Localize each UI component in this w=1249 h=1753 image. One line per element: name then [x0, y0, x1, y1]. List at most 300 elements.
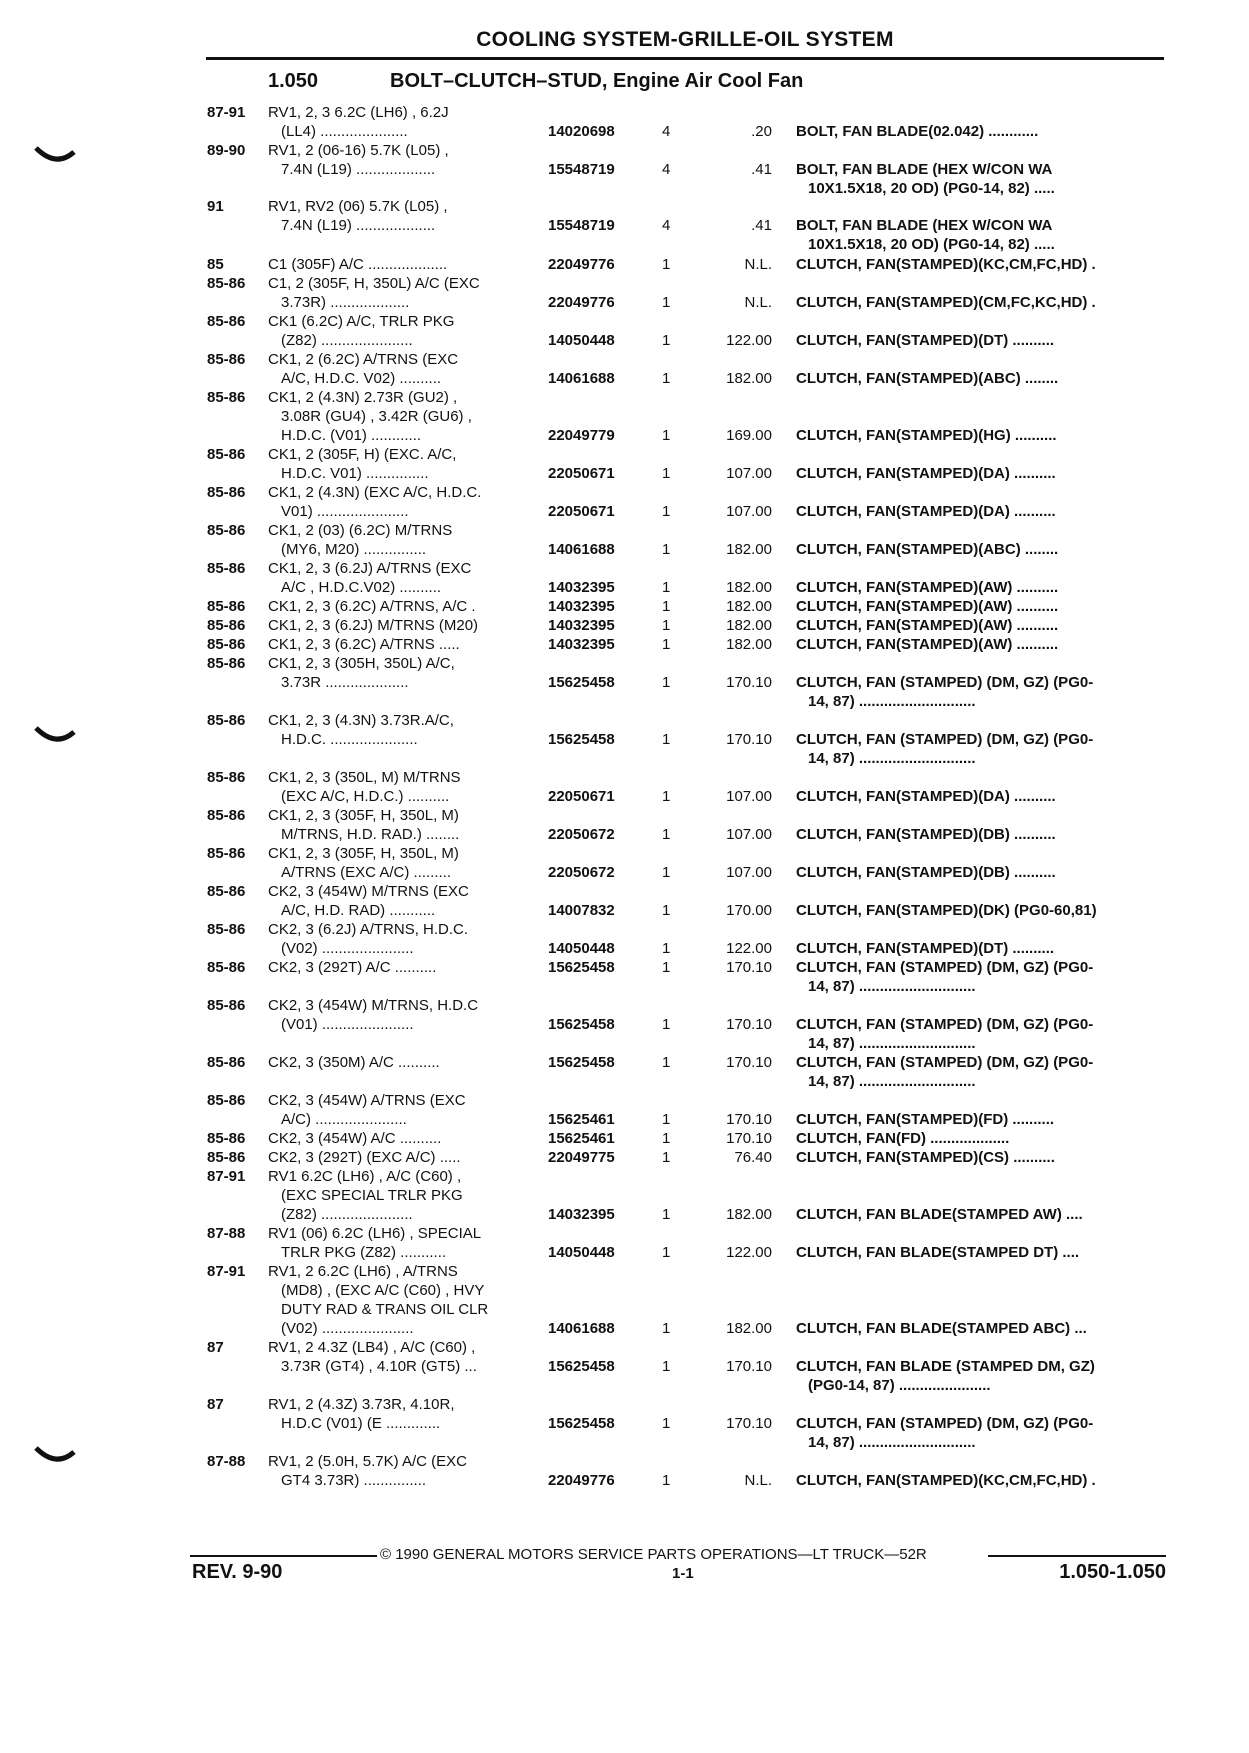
application-cell: [268, 711, 538, 749]
price: N.L.: [744, 294, 772, 311]
model-year: 87: [207, 1339, 224, 1356]
application-line: CK1, 2, 3 (6.2C) A/TRNS .....: [268, 636, 460, 653]
price: 122.00: [726, 332, 772, 349]
section-title: BOLT–CLUTCH–STUD, Engine Air Cool Fan: [390, 70, 804, 92]
application-cell: [268, 996, 538, 1034]
description-line: CLUTCH, FAN(STAMPED)(CS) ..........: [796, 1149, 1055, 1166]
part-number: 15625458: [548, 731, 615, 748]
description-cell: [796, 255, 1166, 274]
price: 182.00: [726, 1320, 772, 1337]
application-cell: [268, 768, 538, 806]
description-line: CLUTCH, FAN (STAMPED) (DM, GZ) (PG0-: [796, 959, 1094, 976]
quantity: 1: [662, 294, 671, 311]
model-year: 85-86: [207, 959, 246, 976]
description-line: CLUTCH, FAN(STAMPED)(DK) (PG0-60,81): [796, 902, 1097, 919]
description-line: 10X1.5X18, 20 OD) (PG0-14, 82) .....: [808, 180, 1055, 197]
application-line: M/TRNS, H.D. RAD.) ........: [281, 826, 460, 843]
quantity: 1: [662, 636, 671, 653]
application-line: CK1, 2 (03) (6.2C) M/TRNS: [268, 522, 453, 539]
application-line: (Z82) ......................: [281, 332, 413, 349]
description-line: CLUTCH, FAN(STAMPED)(AW) ..........: [796, 598, 1059, 615]
description-line: BOLT, FAN BLADE (HEX W/CON WA: [796, 161, 1053, 178]
quantity: 1: [662, 826, 671, 843]
model-year: 85-86: [207, 389, 246, 406]
quantity: 1: [662, 579, 671, 596]
application-line: CK2, 3 (6.2J) A/TRNS, H.D.C.: [268, 921, 469, 938]
description-cell: [796, 730, 1166, 768]
application-line: 3.73R (GT4) , 4.10R (GT5) ...: [281, 1358, 477, 1375]
part-number: 14032395: [548, 636, 615, 653]
model-year: 87-91: [207, 1168, 246, 1185]
model-year: 87: [207, 1396, 224, 1413]
quantity: 1: [662, 1415, 671, 1432]
application-line: CK1, 2, 3 (305H, 350L) A/C,: [268, 655, 455, 672]
quantity: 1: [662, 674, 671, 691]
quantity: 4: [662, 217, 671, 234]
description-line: CLUTCH, FAN(STAMPED)(FD) ..........: [796, 1111, 1055, 1128]
application-line: DUTY RAD & TRANS OIL CLR: [281, 1301, 489, 1318]
description-cell: [796, 369, 1166, 388]
price: 182.00: [726, 1206, 772, 1223]
description-cell: [796, 1243, 1166, 1262]
price: 107.00: [726, 788, 772, 805]
application-line: CK1, 2, 3 (305F, H, 350L, M): [268, 845, 459, 862]
description-line: 14, 87) ............................: [808, 978, 976, 995]
price: 170.10: [726, 731, 772, 748]
description-cell: [796, 1053, 1166, 1091]
application-line: CK1, 2, 3 (6.2J) A/TRNS (EXC: [268, 560, 472, 577]
application-cell: [268, 445, 538, 483]
application-line: H.D.C (V01) (E .............: [281, 1415, 441, 1432]
model-year: 85-86: [207, 883, 246, 900]
model-year: 85-86: [207, 313, 246, 330]
application-cell: [268, 388, 538, 445]
description-line: BOLT, FAN BLADE (HEX W/CON WA: [796, 217, 1053, 234]
punch-hole-mark: [34, 726, 76, 746]
model-year: 85-86: [207, 1149, 246, 1166]
application-line: C1 (305F) A/C ...................: [268, 256, 448, 273]
punch-hole-mark: [34, 1446, 76, 1466]
application-cell: [268, 1452, 538, 1490]
description-line: CLUTCH, FAN BLADE(STAMPED AW) ....: [796, 1206, 1083, 1223]
model-year: 85-86: [207, 636, 246, 653]
model-year: 85-86: [207, 560, 246, 577]
part-number: 14032395: [548, 598, 615, 615]
description-line: CLUTCH, FAN (STAMPED) (DM, GZ) (PG0-: [796, 674, 1094, 691]
application-cell: [268, 806, 538, 844]
description-cell: [796, 1110, 1166, 1129]
description-line: CLUTCH, FAN BLADE(STAMPED DT) ....: [796, 1244, 1080, 1261]
description-cell: [796, 616, 1166, 635]
description-cell: [796, 787, 1166, 806]
application-cell: [268, 1148, 538, 1167]
price: 182.00: [726, 370, 772, 387]
quantity: 1: [662, 598, 671, 615]
application-cell: [268, 1224, 538, 1262]
model-year: 87-88: [207, 1225, 246, 1242]
model-year: 85-86: [207, 1092, 246, 1109]
section-range: 1.050-1.050: [1059, 1561, 1166, 1583]
application-cell: [268, 1262, 538, 1338]
part-number: 15625458: [548, 1054, 615, 1071]
application-line: CK1, 2 (6.2C) A/TRNS (EXC: [268, 351, 459, 368]
application-cell: [268, 559, 538, 597]
part-number: 15548719: [548, 217, 615, 234]
part-number: 22050672: [548, 826, 615, 843]
description-line: 10X1.5X18, 20 OD) (PG0-14, 82) .....: [808, 236, 1055, 253]
model-year: 85-86: [207, 807, 246, 824]
description-line: 14, 87) ............................: [808, 1035, 976, 1052]
application-line: H.D.C. (V01) ............: [281, 427, 422, 444]
part-number: 22050672: [548, 864, 615, 881]
application-line: CK1, 2 (305F, H) (EXC. A/C,: [268, 446, 457, 463]
model-year: 91: [207, 198, 224, 215]
description-cell: [796, 464, 1166, 483]
application-line: RV1, 2 (06-16) 5.7K (L05) ,: [268, 142, 449, 159]
application-line: CK2, 3 (454W) A/C ..........: [268, 1130, 442, 1147]
application-line: CK2, 3 (350M) A/C ..........: [268, 1054, 440, 1071]
price: 182.00: [726, 636, 772, 653]
price: 107.00: [726, 503, 772, 520]
application-cell: [268, 882, 538, 920]
description-cell: [796, 939, 1166, 958]
application-line: GT4 3.73R) ...............: [281, 1472, 427, 1489]
quantity: 1: [662, 1358, 671, 1375]
quantity: 1: [662, 256, 671, 273]
application-line: CK2, 3 (454W) A/TRNS (EXC: [268, 1092, 466, 1109]
description-cell: [796, 1015, 1166, 1053]
application-line: CK1, 2, 3 (6.2J) M/TRNS (M20): [268, 617, 479, 634]
price: 182.00: [726, 598, 772, 615]
description-cell: [796, 426, 1166, 445]
price: 107.00: [726, 826, 772, 843]
application-line: CK1, 2, 3 (350L, M) M/TRNS: [268, 769, 461, 786]
price: N.L.: [744, 256, 772, 273]
footer-copyright: © 1990 GENERAL MOTORS SERVICE PARTS OPERATIONS—LT TRUCK—52R: [380, 1546, 927, 1563]
description-line: CLUTCH, FAN (STAMPED) (DM, GZ) (PG0-: [796, 1054, 1094, 1071]
description-cell: [796, 1319, 1166, 1338]
price: 170.10: [726, 674, 772, 691]
application-cell: [268, 1091, 538, 1129]
application-line: CK1, 2, 3 (6.2C) A/TRNS, A/C .: [268, 598, 476, 615]
model-year: 85-86: [207, 275, 246, 292]
application-line: RV1, 2 (5.0H, 5.7K) A/C (EXC: [268, 1453, 467, 1470]
part-number: 15625458: [548, 1358, 615, 1375]
quantity: 1: [662, 1130, 671, 1147]
model-year: 85-86: [207, 769, 246, 786]
application-line: (EXC A/C, H.D.C.) ..........: [281, 788, 450, 805]
application-line: (MY6, M20) ...............: [281, 541, 427, 558]
application-line: A/C) ......................: [281, 1111, 407, 1128]
application-line: 7.4N (L19) ...................: [281, 161, 436, 178]
application-cell: [268, 312, 538, 350]
application-cell: [268, 616, 538, 635]
part-number: 22049775: [548, 1149, 615, 1166]
model-year: 85-86: [207, 655, 246, 672]
quantity: 1: [662, 788, 671, 805]
model-year: 85-86: [207, 1054, 246, 1071]
description-line: CLUTCH, FAN(STAMPED)(DT) ..........: [796, 940, 1055, 957]
application-line: A/C , H.D.C.V02) ..........: [281, 579, 442, 596]
application-cell: [268, 483, 538, 521]
model-year: 87-91: [207, 1263, 246, 1280]
part-number: 22050671: [548, 503, 615, 520]
model-year: 85-86: [207, 617, 246, 634]
application-line: (EXC SPECIAL TRLR PKG: [281, 1187, 463, 1204]
part-number: 15625461: [548, 1130, 615, 1147]
part-number: 22050671: [548, 788, 615, 805]
part-number: 14061688: [548, 370, 615, 387]
application-line: RV1, 2 (4.3Z) 3.73R, 4.10R,: [268, 1396, 455, 1413]
price: 107.00: [726, 864, 772, 881]
description-cell: [796, 863, 1166, 882]
application-line: (MD8) , (EXC A/C (C60) , HVY: [281, 1282, 485, 1299]
description-cell: [796, 1205, 1166, 1224]
application-line: RV1 (06) 6.2C (LH6) , SPECIAL: [268, 1225, 482, 1242]
description-cell: [796, 635, 1166, 654]
model-year: 85-86: [207, 484, 246, 501]
quantity: 1: [662, 1149, 671, 1166]
model-year: 89-90: [207, 142, 246, 159]
description-cell: [796, 825, 1166, 844]
description-line: CLUTCH, FAN (STAMPED) (DM, GZ) (PG0-: [796, 1415, 1094, 1432]
description-cell: [796, 901, 1166, 920]
part-number: 22050671: [548, 465, 615, 482]
description-line: 14, 87) ............................: [808, 750, 976, 767]
description-cell: [796, 502, 1166, 521]
application-cell: [268, 844, 538, 882]
price: 122.00: [726, 940, 772, 957]
part-number: 14032395: [548, 617, 615, 634]
description-cell: [796, 1129, 1166, 1148]
quantity: 1: [662, 1111, 671, 1128]
description-line: CLUTCH, FAN(STAMPED)(DB) ..........: [796, 826, 1056, 843]
header-rule: [206, 57, 1164, 60]
part-number: 22049776: [548, 1472, 615, 1489]
price: 170.10: [726, 1016, 772, 1033]
application-line: CK2, 3 (292T) A/C ..........: [268, 959, 437, 976]
description-line: CLUTCH, FAN(STAMPED)(HG) ..........: [796, 427, 1057, 444]
part-number: 14061688: [548, 1320, 615, 1337]
quantity: 1: [662, 864, 671, 881]
application-cell: [268, 1395, 538, 1433]
application-line: H.D.C. .....................: [281, 731, 418, 748]
application-line: CK1, 2 (4.3N) 2.73R (GU2) ,: [268, 389, 458, 406]
description-line: CLUTCH, FAN(STAMPED)(AW) ..........: [796, 636, 1059, 653]
quantity: 1: [662, 503, 671, 520]
price: 169.00: [726, 427, 772, 444]
application-line: A/TRNS (EXC A/C) .........: [281, 864, 452, 881]
price: 170.10: [726, 1130, 772, 1147]
application-cell: [268, 597, 538, 616]
part-number: 15625458: [548, 1415, 615, 1432]
description-cell: [796, 122, 1166, 141]
quantity: 1: [662, 1016, 671, 1033]
application-line: (V01) ......................: [281, 1016, 414, 1033]
quantity: 4: [662, 161, 671, 178]
description-line: CLUTCH, FAN (STAMPED) (DM, GZ) (PG0-: [796, 1016, 1094, 1033]
model-year: 85-86: [207, 712, 246, 729]
description-line: CLUTCH, FAN(STAMPED)(DA) ..........: [796, 788, 1056, 805]
application-line: RV1, 2, 3 6.2C (LH6) , 6.2J: [268, 104, 449, 121]
description-line: CLUTCH, FAN(STAMPED)(CM,FC,KC,HD) .: [796, 294, 1096, 311]
quantity: 1: [662, 617, 671, 634]
application-cell: [268, 350, 538, 388]
part-number: 22049776: [548, 256, 615, 273]
model-year: 85-86: [207, 997, 246, 1014]
application-line: RV1, 2 4.3Z (LB4) , A/C (C60) ,: [268, 1339, 476, 1356]
application-line: CK2, 3 (454W) M/TRNS (EXC: [268, 883, 469, 900]
description-line: CLUTCH, FAN(STAMPED)(DB) ..........: [796, 864, 1056, 881]
description-cell: [796, 1414, 1166, 1452]
application-line: (V02) ......................: [281, 940, 414, 957]
price: 182.00: [726, 541, 772, 558]
punch-hole-mark: [34, 146, 76, 166]
quantity: 4: [662, 123, 671, 140]
price: 170.00: [726, 902, 772, 919]
description-cell: [796, 540, 1166, 559]
description-line: CLUTCH, FAN(STAMPED)(AW) ..........: [796, 579, 1059, 596]
price: 182.00: [726, 617, 772, 634]
application-cell: [268, 103, 538, 141]
application-cell: [268, 521, 538, 559]
description-line: CLUTCH, FAN (STAMPED) (DM, GZ) (PG0-: [796, 731, 1094, 748]
part-number: 14007832: [548, 902, 615, 919]
description-cell: [796, 1357, 1166, 1395]
revision-label: REV. 9-90: [192, 1561, 283, 1583]
application-line: CK2, 3 (454W) M/TRNS, H.D.C: [268, 997, 479, 1014]
model-year: 85-86: [207, 845, 246, 862]
part-number: 14061688: [548, 541, 615, 558]
application-line: CK1, 2, 3 (305F, H, 350L, M): [268, 807, 459, 824]
quantity: 1: [662, 370, 671, 387]
description-line: (PG0-14, 87) ......................: [808, 1377, 991, 1394]
part-number: 15625458: [548, 1016, 615, 1033]
price: 170.10: [726, 1054, 772, 1071]
application-line: CK2, 3 (292T) (EXC A/C) .....: [268, 1149, 461, 1166]
application-cell: [268, 197, 538, 235]
price: 107.00: [726, 465, 772, 482]
price: .20: [751, 123, 772, 140]
application-cell: [268, 1129, 538, 1148]
price: 170.10: [726, 959, 772, 976]
description-line: CLUTCH, FAN(STAMPED)(DA) ..........: [796, 465, 1056, 482]
quantity: 1: [662, 1206, 671, 1223]
description-cell: [796, 293, 1166, 312]
application-line: CK1, 2 (4.3N) (EXC A/C, H.D.C.: [268, 484, 482, 501]
price: 122.00: [726, 1244, 772, 1261]
quantity: 1: [662, 541, 671, 558]
quantity: 1: [662, 1472, 671, 1489]
quantity: 1: [662, 940, 671, 957]
part-number: 15625461: [548, 1111, 615, 1128]
quantity: 1: [662, 959, 671, 976]
quantity: 1: [662, 902, 671, 919]
quantity: 1: [662, 427, 671, 444]
application-cell: [268, 255, 538, 274]
model-year: 85-86: [207, 598, 246, 615]
application-cell: [268, 958, 538, 977]
part-number: 14032395: [548, 1206, 615, 1223]
application-line: V01) ......................: [281, 503, 409, 520]
model-year: 85-86: [207, 522, 246, 539]
model-year: 87-91: [207, 104, 246, 121]
part-number: 15625458: [548, 959, 615, 976]
description-line: BOLT, FAN BLADE(02.042) ............: [796, 123, 1039, 140]
section-heading: [268, 70, 803, 93]
application-line: 7.4N (L19) ...................: [281, 217, 436, 234]
description-line: CLUTCH, FAN(STAMPED)(DT) ..........: [796, 332, 1055, 349]
description-cell: [796, 160, 1166, 198]
quantity: 1: [662, 1320, 671, 1337]
price: 170.10: [726, 1358, 772, 1375]
description-line: 14, 87) ............................: [808, 693, 976, 710]
description-cell: [796, 958, 1166, 996]
application-line: (V02) ......................: [281, 1320, 414, 1337]
description-line: CLUTCH, FAN(STAMPED)(KC,CM,FC,HD) .: [796, 1472, 1096, 1489]
application-cell: [268, 141, 538, 179]
description-line: CLUTCH, FAN(STAMPED)(ABC) ........: [796, 370, 1059, 387]
footer-rule-right: [988, 1555, 1166, 1557]
part-number: 22049779: [548, 427, 615, 444]
description-line: CLUTCH, FAN(STAMPED)(AW) ..........: [796, 617, 1059, 634]
price: 170.10: [726, 1415, 772, 1432]
price: 170.10: [726, 1111, 772, 1128]
application-cell: [268, 1338, 538, 1376]
quantity: 1: [662, 1244, 671, 1261]
description-cell: [796, 597, 1166, 616]
description-line: CLUTCH, FAN(FD) ...................: [796, 1130, 1010, 1147]
application-cell: [268, 920, 538, 958]
part-number: 14032395: [548, 579, 615, 596]
description-line: CLUTCH, FAN BLADE(STAMPED ABC) ...: [796, 1320, 1087, 1337]
application-line: C1, 2 (305F, H, 350L) A/C (EXC: [268, 275, 480, 292]
application-line: 3.08R (GU4) , 3.42R (GU6) ,: [281, 408, 472, 425]
application-line: CK1 (6.2C) A/C, TRLR PKG: [268, 313, 455, 330]
model-year: 85-86: [207, 351, 246, 368]
quantity: 1: [662, 731, 671, 748]
part-number: 15548719: [548, 161, 615, 178]
description-cell: [796, 673, 1166, 711]
price: 76.40: [734, 1149, 772, 1166]
application-cell: [268, 274, 538, 312]
application-line: A/C, H.D.C. V02) ..........: [281, 370, 442, 387]
part-number: 14020698: [548, 123, 615, 140]
application-line: RV1, RV2 (06) 5.7K (L05) ,: [268, 198, 448, 215]
footer-rule-left: [190, 1555, 377, 1557]
description-cell: [796, 1471, 1166, 1490]
part-number: 15625458: [548, 674, 615, 691]
description-line: CLUTCH, FAN(STAMPED)(DA) ..........: [796, 503, 1056, 520]
model-year: 85-86: [207, 921, 246, 938]
quantity: 1: [662, 332, 671, 349]
page-number: 1-1: [672, 1565, 694, 1582]
application-line: RV1, 2 6.2C (LH6) , A/TRNS: [268, 1263, 458, 1280]
price: .41: [751, 217, 772, 234]
model-year: 87-88: [207, 1453, 246, 1470]
application-cell: [268, 1053, 538, 1072]
model-year: 85-86: [207, 446, 246, 463]
model-year: 85: [207, 256, 224, 273]
application-cell: [268, 635, 538, 654]
description-line: 14, 87) ............................: [808, 1073, 976, 1090]
application-line: RV1 6.2C (LH6) , A/C (C60) ,: [268, 1168, 462, 1185]
price: 182.00: [726, 579, 772, 596]
quantity: 1: [662, 465, 671, 482]
description-line: CLUTCH, FAN(STAMPED)(ABC) ........: [796, 541, 1059, 558]
page-header: COOLING SYSTEM-GRILLE-OIL SYSTEM: [476, 28, 894, 51]
description-line: CLUTCH, FAN(STAMPED)(KC,CM,FC,HD) .: [796, 256, 1096, 273]
